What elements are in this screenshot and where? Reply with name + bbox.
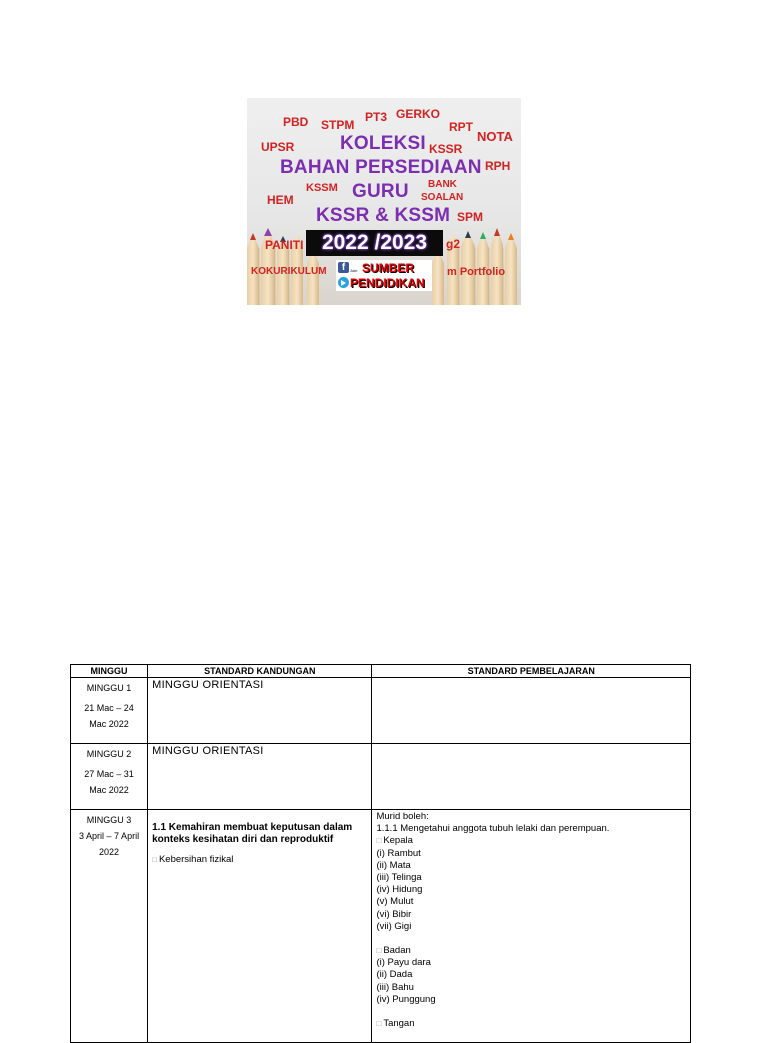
sp-item: (iii) Telinga xyxy=(376,872,422,884)
week-label: MINGGU 1 xyxy=(86,683,132,693)
header-minggu: MINGGU xyxy=(71,665,148,678)
week-label: MINGGU 2 xyxy=(86,749,132,759)
keyword-pbd: PBD xyxy=(283,115,309,129)
keyword-gerko: GERKO xyxy=(396,107,441,121)
sp-group-label: Tangan xyxy=(383,1018,415,1030)
week-label: MINGGU 3 xyxy=(86,815,132,825)
year-badge: 2022 /2023 xyxy=(306,230,443,256)
sp-group-label: Kepala xyxy=(383,835,413,847)
standard-kandungan-cell xyxy=(148,810,372,1043)
table-row xyxy=(71,678,691,744)
week-cell xyxy=(71,744,148,810)
bullet-icon: □ xyxy=(376,836,382,846)
week-cell xyxy=(71,810,148,1043)
banner-title-kssr-kssm: KSSR & KSSM xyxy=(316,205,451,226)
week-cell xyxy=(71,678,148,744)
sp-group-badan xyxy=(376,945,686,957)
sp-item: (iv) Hidung xyxy=(376,884,423,896)
sp-item: (iii) Bahu xyxy=(376,981,414,993)
keyword-hem: HEM xyxy=(267,193,294,207)
week-date: 3 April – 7 April 2022 xyxy=(79,831,140,857)
keyword-portfolio: m Portfolio xyxy=(447,266,506,278)
sk-item xyxy=(148,846,371,865)
sp-group-tangan xyxy=(376,1018,686,1030)
keyword-kokurikulum: KOKURIKULUM xyxy=(251,266,327,277)
sp-group-label: Badan xyxy=(383,945,411,957)
keyword-soalan: SOALAN xyxy=(421,192,464,203)
sp-item: (v) Mulut xyxy=(376,896,414,908)
standard-kandungan-cell: MINGGU ORIENTASI xyxy=(148,744,372,810)
sp-objective: 1.1.1 Mengetahui anggota tubuh lelaki dan perempuan. xyxy=(376,823,610,835)
bullet-icon: □ xyxy=(376,1019,382,1029)
keyword-g2: g2 xyxy=(446,237,461,251)
banner-title-guru: GURU xyxy=(352,181,409,202)
header-standard-pembelajaran: STANDARD PEMBELAJARAN xyxy=(372,665,691,678)
keyword-rpt: RPT xyxy=(449,120,473,134)
banner-image xyxy=(247,98,521,305)
sp-intro: Murid boleh: xyxy=(376,811,429,822)
table-header-row xyxy=(71,665,691,678)
keyword-pt3: PT3 xyxy=(365,110,388,124)
keyword-upsr: UPSR xyxy=(261,140,295,154)
sk-item-label: Kebersihan fizikal xyxy=(158,854,234,865)
facebook-icon: f xyxy=(338,262,349,273)
sp-item: (i) Rambut xyxy=(376,847,421,859)
brand-pendidikan: PENDIDIKAN xyxy=(350,276,425,290)
sp-item: (ii) Mata xyxy=(376,859,411,871)
telegram-icon xyxy=(338,277,349,288)
brand-join-label: Join xyxy=(350,268,358,273)
keyword-spm: SPM xyxy=(457,210,484,224)
sp-item: (i) Payu dara xyxy=(376,957,431,969)
bullet-icon: □ xyxy=(376,946,382,956)
standard-pembelajaran-cell xyxy=(372,810,691,1043)
keyword-rph: RPH xyxy=(485,159,511,173)
standard-pembelajaran-cell xyxy=(372,744,691,810)
yearly-plan-table xyxy=(70,664,691,1043)
keyword-panitia: PANITI xyxy=(265,238,304,252)
keyword-kssr: KSSR xyxy=(429,142,463,156)
sp-item: (vii) Gigi xyxy=(376,920,412,932)
brand-sumber: SUMBER xyxy=(362,261,415,275)
sp-item: (iv) Punggung xyxy=(376,993,436,1005)
table-row xyxy=(71,744,691,810)
banner-title-koleksi: KOLEKSI xyxy=(340,133,426,154)
week-date: 21 Mac – 24 Mac 2022 xyxy=(84,703,134,729)
sp-group-kepala xyxy=(376,835,686,847)
bullet-icon: □ xyxy=(152,855,157,864)
keyword-kssm: KSSM xyxy=(306,182,338,194)
sp-item: (vi) Bibir xyxy=(376,908,412,920)
header-standard-kandungan: STANDARD KANDUNGAN xyxy=(148,665,372,678)
brand-logo xyxy=(336,260,432,291)
table-row xyxy=(71,810,691,1043)
standard-pembelajaran-cell xyxy=(372,678,691,744)
keyword-stpm: STPM xyxy=(321,118,355,132)
standard-kandungan-cell: MINGGU ORIENTASI xyxy=(148,678,372,744)
sp-item: (ii) Dada xyxy=(376,969,413,981)
keyword-nota: NOTA xyxy=(477,129,513,144)
week-date: 27 Mac – 31 Mac 2022 xyxy=(84,769,134,795)
keyword-bank: BANK xyxy=(428,179,457,190)
banner-title-bahan: BAHAN PERSEDIAAN xyxy=(280,157,482,178)
sk-title: 1.1 Kemahiran membuat keputusan dalam konteks kesihatan diri dan reproduktif xyxy=(152,822,353,845)
